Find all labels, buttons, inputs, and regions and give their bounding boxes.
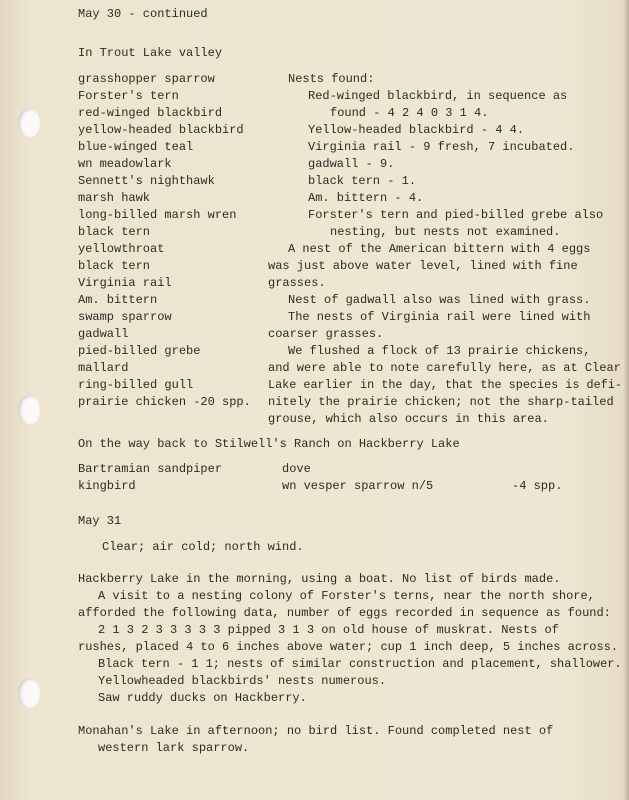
- nest-line: Yellow-headed blackbird - 4 4.: [308, 123, 525, 137]
- species-item: kingbird: [78, 479, 136, 493]
- note-line: We flushed a flock of 13 prairie chickens,: [288, 344, 591, 358]
- species-item: pied-billed grebe: [78, 344, 201, 358]
- species-item: yellowthroat: [78, 242, 165, 256]
- note-line: coarser grasses.: [268, 327, 384, 341]
- species-item: blue-winged teal: [78, 140, 194, 154]
- date-heading: May 31: [78, 514, 122, 528]
- journal-line: Hackberry Lake in the morning, using a boat. No list of birds made.: [78, 572, 561, 586]
- species-item: black tern: [78, 259, 151, 273]
- nest-line: Red-winged blackbird, in sequence as: [308, 89, 568, 103]
- journal-line: Monahan's Lake in afternoon; no bird list. Found completed nest of: [78, 724, 554, 738]
- journal-line: western lark sparrow.: [98, 741, 250, 755]
- species-item: dove: [282, 462, 311, 476]
- species-item: prairie chicken -20 spp.: [78, 395, 251, 409]
- species-item: long-billed marsh wren: [78, 208, 237, 222]
- species-item: mallard: [78, 361, 129, 375]
- species-item: ring-billed gull: [78, 378, 194, 392]
- species-item: grasshopper sparrow: [78, 72, 215, 86]
- species-item: Virginia rail: [78, 276, 172, 290]
- note-line: was just above water level, lined with fine: [268, 259, 578, 273]
- binder-hole: [18, 108, 40, 138]
- nest-line: gadwall - 9.: [308, 157, 395, 171]
- species-item: yellow-headed blackbird: [78, 123, 244, 137]
- note-line: Nest of gadwall also was lined with grass.: [288, 293, 591, 307]
- note-line: The nests of Virginia rail were lined with: [288, 310, 591, 324]
- note-line: grouse, which also occurs in this area.: [268, 412, 549, 426]
- binder-hole: [18, 395, 40, 425]
- nest-line: nesting, but nests not examined.: [330, 225, 561, 239]
- nest-line: found - 4 2 4 0 3 1 4.: [330, 106, 489, 120]
- species-item: Bartramian sandpiper: [78, 462, 223, 476]
- journal-line: A visit to a nesting colony of Forster's terns, near the north shore,: [98, 589, 595, 603]
- note-line: and were able to note carefully here, as at Clear: [268, 361, 621, 375]
- section-heading-return: On the way back to Stilwell's Ranch on Hackberry Lake: [78, 437, 460, 451]
- journal-line: Saw ruddy ducks on Hackberry.: [98, 691, 307, 705]
- species-item: Sennett's nighthawk: [78, 174, 215, 188]
- nest-line: Forster's tern and pied-billed grebe also: [308, 208, 604, 222]
- species-item: wn meadowlark: [78, 157, 172, 171]
- journal-line: 2 1 3 2 3 3 3 3 3 pipped 3 1 3 on old house of muskrat. Nests of: [98, 623, 559, 637]
- page-edge-shadow: [623, 0, 629, 800]
- journal-line: afforded the following data, number of eggs recorded in sequence as found:: [78, 606, 611, 620]
- section-heading-trout-lake: In Trout Lake valley: [78, 46, 223, 60]
- weather-line: Clear; air cold; north wind.: [102, 540, 304, 554]
- journal-line: Black tern - 1 1; nests of similar construction and placement, shallower.: [98, 657, 622, 671]
- species-item: wn vesper sparrow n/5: [282, 479, 434, 493]
- species-item: Am. bittern: [78, 293, 158, 307]
- nests-heading: Nests found:: [288, 72, 375, 86]
- journal-line: rushes, placed 4 to 6 inches above water; cup 1 inch deep, 5 inches across.: [78, 640, 619, 654]
- species-item: gadwall: [78, 327, 129, 341]
- species-count: -4 spp.: [512, 479, 563, 493]
- species-item: black tern: [78, 225, 151, 239]
- note-line: nitely the prairie chicken; not the sharp-tailed: [268, 395, 614, 409]
- species-item: swamp sparrow: [78, 310, 172, 324]
- note-line: Lake earlier in the day, that the species is defi-: [268, 378, 622, 392]
- nest-line: black tern - 1.: [308, 174, 417, 188]
- nest-line: Virginia rail - 9 fresh, 7 incubated.: [308, 140, 575, 154]
- binder-hole: [18, 678, 40, 708]
- note-line: A nest of the American bittern with 4 eggs: [288, 242, 591, 256]
- note-line: grasses.: [268, 276, 326, 290]
- nest-line: Am. bittern - 4.: [308, 191, 424, 205]
- species-item: red-winged blackbird: [78, 106, 223, 120]
- journal-line: Yellowheaded blackbirds' nests numerous.: [98, 674, 387, 688]
- species-item: marsh hawk: [78, 191, 151, 205]
- species-item: Forster's tern: [78, 89, 179, 103]
- page-header: May 30 - continued: [78, 7, 208, 21]
